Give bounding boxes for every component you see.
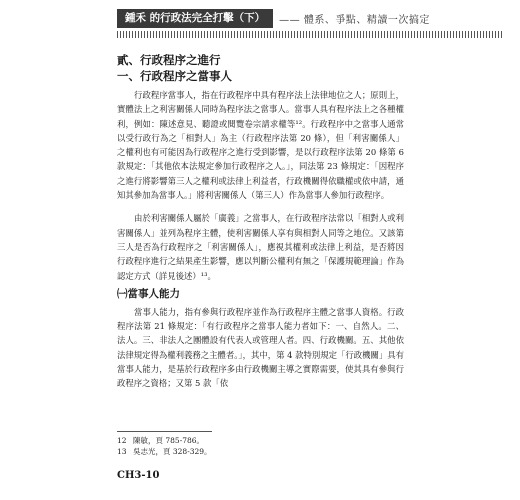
- footnote-rule: [117, 431, 212, 432]
- footnote-text: 陳敏，頁 785-786。: [133, 436, 205, 445]
- book-title: 鍾禾 的行政法完全打擊（下）: [117, 9, 273, 28]
- subheading: ㈠當事人能力: [117, 287, 180, 300]
- page-number: CH3-10: [117, 470, 160, 481]
- paragraph-3: 當事人能力，指有參與行政程序並作為行政程序主體之當事人資格。行政程序法第 21 條規定：「有行政程序之當事人能力者如下：一、自然人。二、法人。三、非法人之團體設有代表人或管理人者。四、行政機關。五、其他依法律規定得為權利義務之主體者。」，其中，第 4 款特別規定「行政機關」具有當事人能力，是基於行政程序多由行政機關主導之實際需要，使其具有參與行政程序之資格；又第 5 款「依: [117, 306, 405, 389]
- footnote-number: 13: [117, 447, 127, 456]
- header-stripe: [117, 31, 504, 38]
- paragraph-1: 行政程序當事人，指在行政程序中具有程序法上法律地位之人；原則上，實體法上之利害關係人同時為程序法之當事人。當事人具有程序法上之各種權利，例如：陳述意見、聽證或閱覽卷宗請求權等¹²。行政程序中之當事人通常以受行政行為之「相對人」為主（行政程序法第 20 條），但「利害關係人」之權利也有可能因為行政程序之進行受到影響，是以行政程序法第 20 條第 6 款規定：「其他依本法規定參加行政程序之人。」，同法第 23 條規定：「因程序之進行將影響第三人之權利或法律上利益者，行政機關得依職權或依申請，通知其參加為當事人。」將利害關係人（第三人）作為當事人參加行政程序。: [117, 90, 404, 201]
- footnote-12: [117, 436, 204, 446]
- paragraph-2: 由於利害關係人屬於「廣義」之當事人，在行政程序法常以「相對人或利害關係人」並列為程序主體，使利害關係人享有與相對人同等之地位。又該第三人是否為行政程序之「利害關係人」，應視其權利或法律上利益，是否將因行政程序進行之結果產生影響，應以判斷公權利有無之「保護規範理論」作為認定方式（詳見後述）¹³。: [117, 213, 404, 281]
- section-title: 貳、行政程序之進行: [117, 53, 221, 67]
- footnote-number: 12: [117, 436, 127, 445]
- footnote-text: 吳志光，頁 328-329。: [133, 447, 212, 456]
- page-body: [117, 52, 404, 391]
- footnote-13: [117, 447, 212, 457]
- book-subtitle: —— 體系、爭點、精讀一次搞定: [279, 14, 430, 26]
- section-subtitle: 一、行政程序之當事人: [117, 69, 232, 83]
- running-header: [117, 8, 430, 28]
